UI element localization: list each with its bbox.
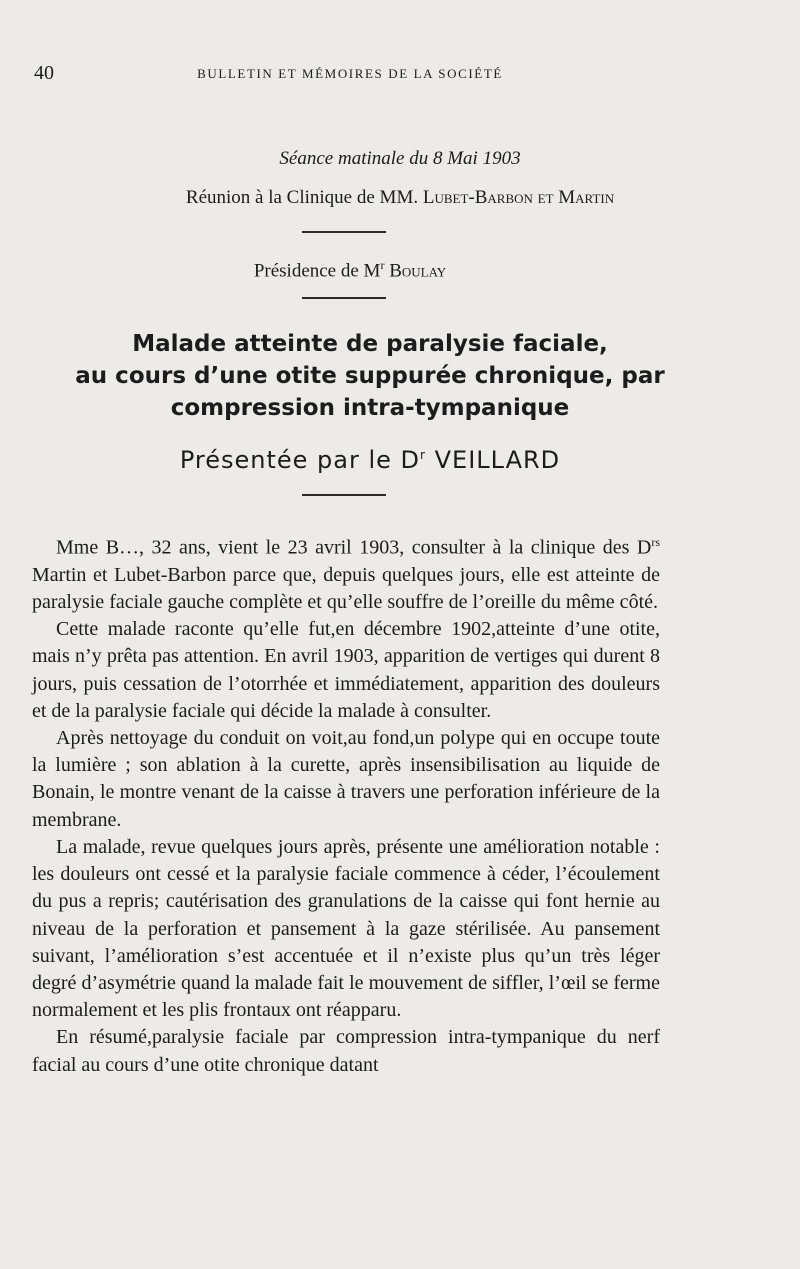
body-paragraph: En résumé,paralysie faciale par compression intra-tympanique du nerf facial au cours d’une otite chronique datant [32, 1026, 660, 1076]
paragraph-sup: rs [651, 535, 660, 549]
presidency-title-sup: r [380, 258, 385, 272]
presidency-line [0, 258, 700, 282]
author-name: VEILLARD [434, 446, 561, 474]
section-divider-middle [302, 297, 386, 299]
section-divider-bottom [302, 494, 386, 496]
meeting-location [0, 187, 800, 209]
president-name: Boulay [389, 260, 447, 282]
running-head: BULLETIN ET MÉMOIRES DE LA SOCIÉTÉ [197, 66, 503, 81]
paragraph-text: Mme B…, 32 ans, vient le 23 avril 1903, consulter à la clinique des D [56, 536, 652, 559]
article-byline [60, 446, 680, 474]
article-title-line: compression intra-tympanique [170, 395, 570, 421]
session-date: Séance matinale du 8 Mai 1903 [279, 148, 521, 169]
page-header [0, 60, 800, 90]
byline-prefix: Présentée par le D [179, 446, 421, 474]
page-number: 40 [34, 62, 54, 84]
article-body [32, 529, 660, 1079]
article-title [60, 328, 680, 424]
byline-title-sup: r [420, 448, 426, 462]
body-paragraph: Après nettoyage du conduit on voit,au fond,un polype qui en occupe toute la lumière ; son ablation à la curette, après insensibilisation au liquide de Bonain, le montre venant de la caisse à travers une perforation inférieure de la membrane. [32, 727, 660, 831]
body-paragraph: Cette malade raconte qu’elle fut,en décembre 1902,atteinte d’une otite, mais n’y prêta pas attention. En avril 1903, apparition de vertiges qui durent 8 jours, puis cessation de l’otorrhée et immédiatement, apparition des douleurs et de la paralysie faciale qui décide la malade à consulter. [32, 618, 660, 722]
meeting-hosts: Lubet-Barbon et Martin [422, 187, 615, 208]
paragraph-text: Martin et Lubet-Barbon parce que, depuis quelques jours, elle est atteinte de paralysie faciale gauche complète et qu’elle souffre de l’oreille du même côté. [32, 563, 660, 614]
body-paragraph [32, 529, 660, 616]
article-title-line: Malade atteinte de paralysie faciale, [132, 331, 608, 357]
presidency-prefix: Présidence de M [253, 260, 381, 282]
body-paragraph: La malade, revue quelques jours après, présente une amélioration notable : les douleurs ont cessé et la paralysie faciale commence à céder, l’écoulement du pus a repris; cautérisation des granulations de la caisse qui font hernie au niveau de la perforation et pansement à la gaze stérilisée. Au pansement suivant, l’amélioration s’est accentuée et il n’existe plus qu’un très léger degré d’asymétrie quand la malade fait le mouvement de siffler, l’œil se ferme normalement et les plis frontaux ont réapparu. [32, 835, 660, 1022]
article-title-line: au cours d’une otite suppurée chronique, par [75, 363, 665, 389]
meeting-location-prefix: Réunion à la Clinique de MM. [185, 187, 423, 208]
section-divider-top [302, 231, 386, 233]
